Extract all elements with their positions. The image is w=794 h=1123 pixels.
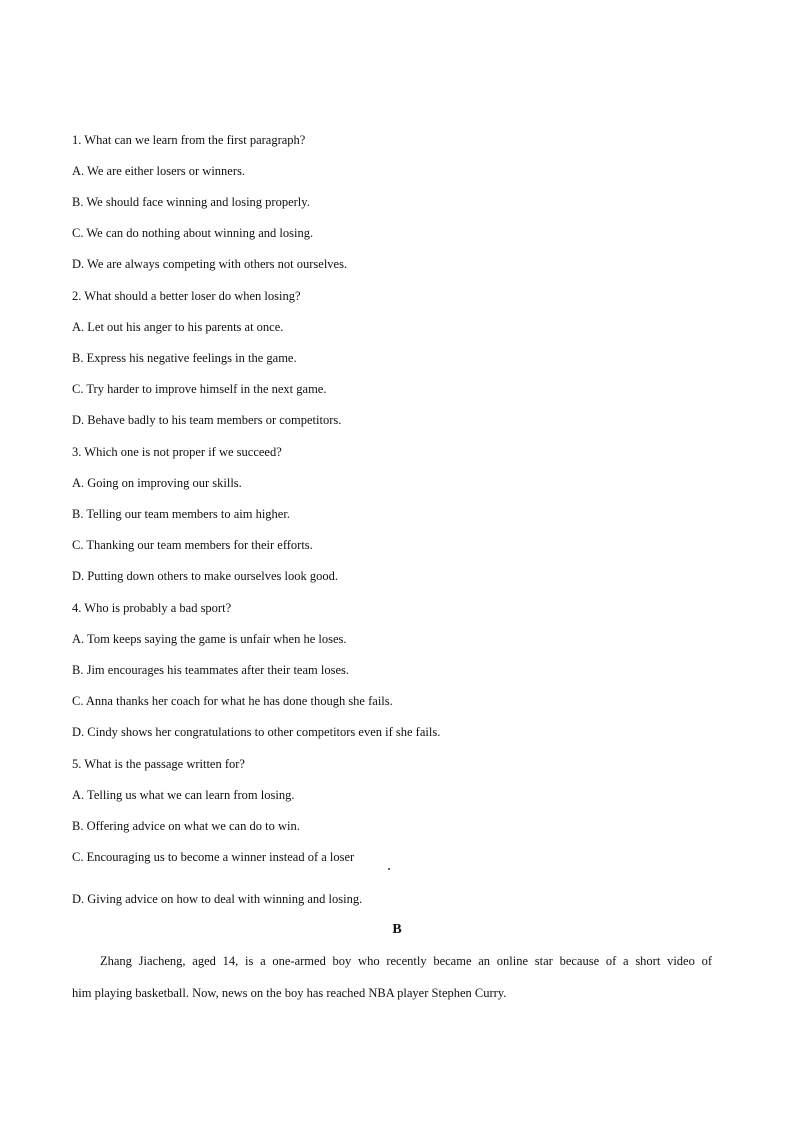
question-2-option-a: A. Let out his anger to his parents at once. [72,320,284,334]
question-1-option-b: B. We should face winning and losing properly. [72,195,310,209]
question-3-stem: 3. Which one is not proper if we succeed? [72,445,282,459]
question-5-stem: 5. What is the passage written for? [72,757,245,771]
question-5-option-d: D. Giving advice on how to deal with winning and losing. [72,892,363,906]
question-4-stem: 4. Who is probably a bad sport? [72,601,232,615]
question-1-option-c: C. We can do nothing about winning and losing. [72,226,314,240]
question-5-option-b: B. Offering advice on what we can do to win. [72,819,300,833]
question-3-option-a: A. Going on improving our skills. [72,476,242,490]
question-3-option-b: B. Telling our team members to aim higher. [72,507,290,521]
question-5-option-c: C. Encouraging us to become a winner instead of a loser [72,850,355,864]
question-1-option-a: A. We are either losers or winners. [72,164,246,178]
question-2-stem: 2. What should a better loser do when losing? [72,289,301,303]
question-4-option-b: B. Jim encourages his teammates after their team loses. [72,663,349,677]
question-4-option-d: D. Cindy shows her congratulations to other competitors even if she fails. [72,725,441,739]
question-2-option-c: C. Try harder to improve himself in the next game. [72,382,327,396]
question-3-option-c: C. Thanking our team members for their efforts. [72,538,313,552]
section-b-heading: B [392,922,402,937]
question-2-option-d: D. Behave badly to his team members or competitors. [72,413,342,427]
section-b-paragraph-line-1: Zhang Jiacheng, aged 14, is a one-armed boy who recently became an online star because of a short video of [100,954,712,968]
question-2-option-b: B. Express his negative feelings in the game. [72,351,297,365]
question-1-option-d: D. We are always competing with others not ourselves. [72,257,348,271]
stray-dot-mark [388,868,390,870]
question-3-option-d: D. Putting down others to make ourselves look good. [72,569,338,583]
question-4-option-c: C. Anna thanks her coach for what he has done though she fails. [72,694,393,708]
question-5-option-a: A. Telling us what we can learn from losing. [72,788,295,802]
question-1-stem: 1. What can we learn from the first paragraph? [72,133,306,147]
section-b-paragraph-line-2: him playing basketball. Now, news on the boy has reached NBA player Stephen Curry. [72,986,507,1000]
question-4-option-a: A. Tom keeps saying the game is unfair when he loses. [72,632,347,646]
